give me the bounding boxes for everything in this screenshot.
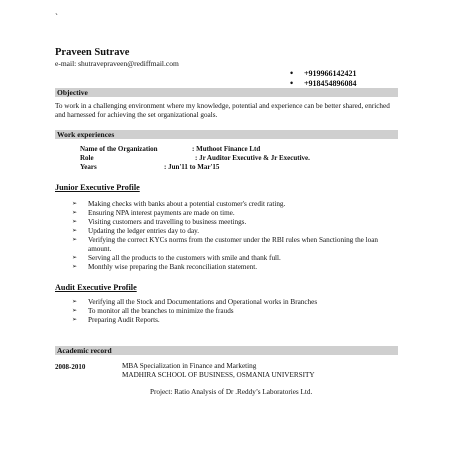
audit-profile-list: [72, 298, 402, 325]
work-row-organization: [80, 145, 410, 154]
junior-profile-list: [72, 200, 402, 272]
email-address: e-mail: shutravepraveen@rediffmail.com: [55, 59, 179, 68]
academic-degree: MBA Specialization in Finance and Marketing: [122, 362, 257, 370]
objective-text: To work in a challenging environment where my knowledge, potential and experience can be better shared, enriched and harnessed for achieving the set organizational goals.: [55, 102, 390, 119]
junior-profile-heading: Junior Executive Profile: [55, 183, 140, 192]
work-row-years: [80, 163, 410, 172]
work-value: : Jun'11 to Mar'15: [164, 163, 220, 171]
list-item: ➢ Visiting customers and travelling to business meetings.: [72, 218, 402, 227]
work-value: : Muthoot Finance Ltd: [192, 145, 261, 153]
work-label: Role: [80, 154, 94, 162]
list-item: ➢ Updating the ledger entries day to day.: [72, 227, 402, 236]
academic-years: 2008-2010: [55, 363, 86, 371]
academic-header: Academic record: [55, 346, 398, 355]
phone-number: • +918454896084: [290, 78, 357, 88]
list-item: ➢ Preparing Audit Reports.: [72, 316, 402, 325]
top-mark: `: [55, 12, 58, 22]
phone-number: • +919966142421: [290, 68, 357, 78]
work-label: Name of the Organization: [80, 145, 158, 153]
candidate-name: Praveen Sutrave: [55, 47, 130, 58]
work-value: : Jr Auditor Executive & Jr Executive.: [195, 154, 310, 162]
list-item: ➢ Making checks with banks about a potential customer's credit rating.: [72, 200, 402, 209]
list-item: ➢ Ensuring NPA interest payments are made on time.: [72, 209, 402, 218]
list-item: ➢ Verifying all the Stock and Documentations and Operational works in Branches: [72, 298, 402, 307]
work-row-role: [80, 154, 410, 163]
academic-project: Project: Ratio Analysis of Dr .Reddy’s Laboratories Ltd.: [150, 388, 313, 396]
list-item: ➢ Monthly wise preparing the Bank reconciliation statement.: [72, 263, 402, 272]
work-header: Work experiences: [55, 130, 398, 139]
objective-header: Objective: [55, 88, 398, 97]
audit-profile-heading: Audit Executive Profile: [55, 283, 137, 292]
academic-school: MADHIRA SCHOOL OF BUSINESS, OSMANIA UNIVERSITY: [122, 371, 315, 379]
list-item: ➢ To monitor all the branches to minimize the frauds: [72, 307, 402, 316]
phone-list: [290, 68, 357, 88]
work-label: Years: [80, 163, 97, 171]
list-item: ➢ Serving all the products to the customers with smile and thank full.: [72, 254, 402, 263]
work-experience-table: [80, 145, 410, 172]
list-item: ➢ Verifying the correct KYCs norms from the customer under the RBI rules when Sanctioning the loan amount.: [72, 236, 393, 253]
